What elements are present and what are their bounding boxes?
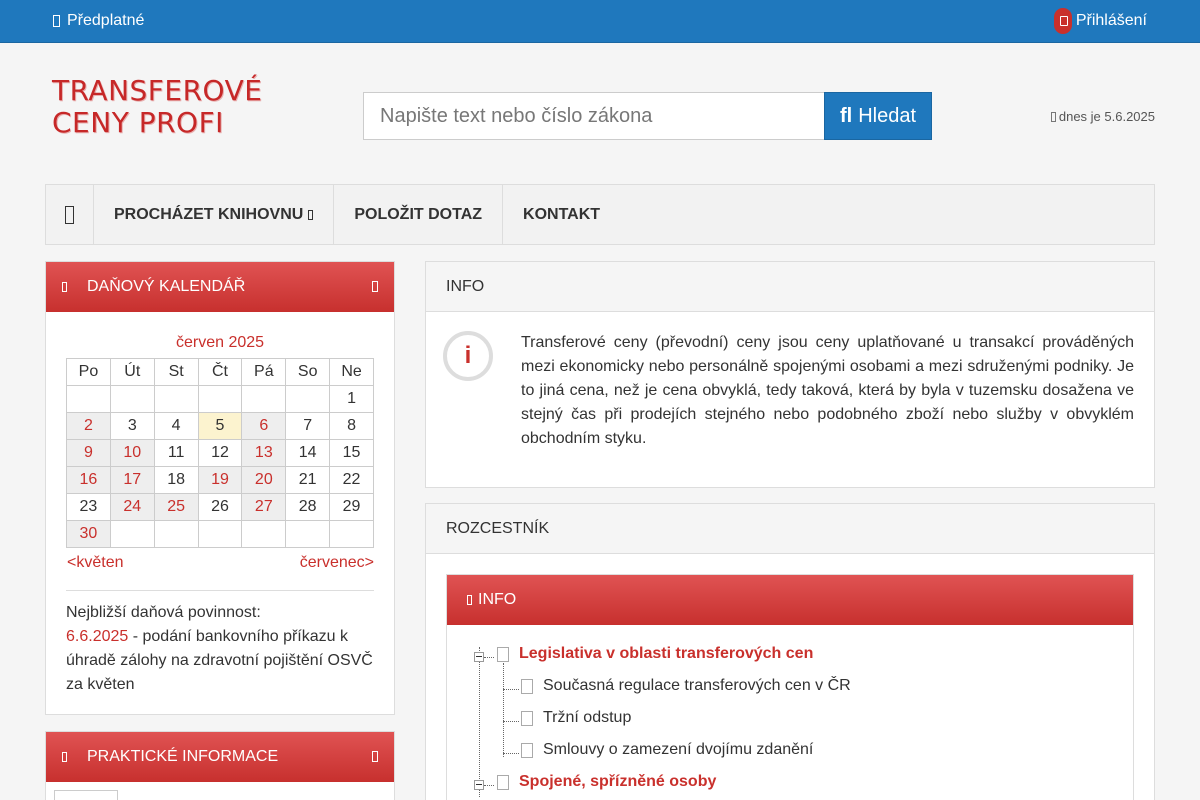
tree-line bbox=[484, 657, 494, 658]
tree-node-label: Legislativa v oblasti transferových cen bbox=[519, 645, 814, 662]
rozcestnik-tree-box bbox=[446, 574, 1134, 800]
document-icon bbox=[521, 743, 533, 758]
calendar-day: 28 bbox=[286, 494, 330, 521]
deadline-date[interactable]: 6.6.2025 bbox=[66, 628, 129, 645]
nav-item-label: KONTAKT bbox=[523, 205, 601, 223]
tree-node-label: Tržní odstup bbox=[543, 709, 632, 726]
weekday-header: Pá bbox=[242, 359, 286, 386]
next-month-link[interactable]: červenec> bbox=[299, 554, 374, 571]
rozcestnik-panel-header: ROZCESTNÍK bbox=[426, 504, 1154, 554]
info-panel-header: INFO bbox=[426, 262, 1154, 312]
current-date bbox=[1051, 109, 1155, 124]
calendar-empty bbox=[198, 521, 242, 548]
tree-line bbox=[484, 785, 494, 786]
calendar-month: červen 2025 bbox=[175, 334, 265, 351]
tree-line bbox=[503, 689, 519, 690]
calendar-day: 22 bbox=[330, 467, 374, 494]
calendar-deadline-day[interactable]: 27 bbox=[242, 494, 286, 521]
collapse-icon[interactable] bbox=[474, 780, 484, 790]
calendar-day: 12 bbox=[198, 440, 242, 467]
info-text: Transferové ceny (převodní) ceny jsou ceny uplatňované u transakcí prováděných mezi ekonomicky nebo personálně spojenými osobami a mezi sdruženými podniky. Je to jiná cena, než je cena obvyklá, tedy taková, která by byla v tuzemsku dosažena ve stejný čas při prodejích stejného nebo podobného zboží nebo služby v obvyklém obchodním styku. bbox=[521, 334, 1134, 447]
logo-line-1: TRANSFEROVÉ bbox=[52, 74, 263, 107]
nav-item-label: POLOŽIT DOTAZ bbox=[354, 205, 483, 223]
calendar-deadline-day[interactable]: 9 bbox=[67, 440, 111, 467]
calendar-table bbox=[66, 358, 374, 548]
login-link[interactable] bbox=[1054, 8, 1147, 34]
calendar-day: 11 bbox=[154, 440, 198, 467]
collapse-icon[interactable] bbox=[474, 652, 484, 662]
calendar-deadline-day[interactable]: 17 bbox=[110, 467, 154, 494]
home-icon bbox=[65, 206, 74, 224]
main-nav bbox=[45, 184, 1155, 245]
chevron-icon bbox=[372, 751, 378, 762]
tree-node-related-parties[interactable] bbox=[497, 773, 716, 791]
panel-title: DAŇOVÝ KALENDÁŘ bbox=[87, 278, 246, 295]
tree-node-label: Současná regulace transferových cen v ČR bbox=[543, 677, 851, 694]
info-panel bbox=[425, 261, 1155, 488]
calendar-deadline-day[interactable]: 2 bbox=[67, 413, 111, 440]
nav-item-library[interactable] bbox=[94, 185, 334, 244]
calendar-empty bbox=[286, 521, 330, 548]
calendar-empty bbox=[110, 386, 154, 413]
calendar-deadline-day[interactable]: 16 bbox=[67, 467, 111, 494]
subscription-label: Předplatné bbox=[67, 12, 145, 29]
calendar-empty bbox=[242, 386, 286, 413]
panel-title: PRAKTICKÉ INFORMACE bbox=[87, 748, 279, 765]
calendar-nav bbox=[67, 554, 374, 572]
calendar-deadline-day[interactable]: 13 bbox=[242, 440, 286, 467]
calendar-day: 7 bbox=[286, 413, 330, 440]
calendar-day: 29 bbox=[330, 494, 374, 521]
info-circle-icon: i bbox=[443, 331, 493, 381]
calendar-empty bbox=[330, 521, 374, 548]
calendar-day: 8 bbox=[330, 413, 374, 440]
document-icon bbox=[497, 647, 509, 662]
calendar-day: 4 bbox=[154, 413, 198, 440]
home-button[interactable] bbox=[46, 185, 94, 244]
calendar-empty bbox=[286, 386, 330, 413]
calendar-deadline-day[interactable]: 30 bbox=[67, 521, 111, 548]
calendar-empty bbox=[154, 521, 198, 548]
document-icon bbox=[521, 679, 533, 694]
calendar-day: 21 bbox=[286, 467, 330, 494]
calendar-deadline-day[interactable]: 19 bbox=[198, 467, 242, 494]
divider bbox=[66, 590, 374, 591]
nav-item-label: PROCHÁZET KNIHOVNU bbox=[114, 205, 304, 223]
calendar-day: 14 bbox=[286, 440, 330, 467]
tab-stub[interactable] bbox=[54, 790, 118, 800]
next-tax-duty bbox=[66, 601, 374, 697]
calendar-day: 15 bbox=[330, 440, 374, 467]
calendar-deadline-day[interactable]: 25 bbox=[154, 494, 198, 521]
tree-node-label: Smlouvy o zamezení dvojímu zdanění bbox=[543, 741, 814, 758]
lock-icon bbox=[1054, 8, 1072, 34]
tree-line bbox=[503, 753, 519, 754]
calendar-empty bbox=[242, 521, 286, 548]
document-icon bbox=[521, 711, 533, 726]
calendar-deadline-day[interactable]: 24 bbox=[110, 494, 154, 521]
practical-info-panel bbox=[45, 731, 395, 800]
chevron-icon bbox=[372, 281, 378, 292]
weekday-header: St bbox=[154, 359, 198, 386]
top-bar bbox=[0, 0, 1200, 43]
info-icon bbox=[467, 595, 472, 605]
calendar-day: 1 bbox=[330, 386, 374, 413]
chevron-down-icon bbox=[308, 210, 313, 220]
weekday-header: Po bbox=[67, 359, 111, 386]
calendar-day: 18 bbox=[154, 467, 198, 494]
weekday-header: Ne bbox=[330, 359, 374, 386]
tree-node-label: Spojené, spřízněné osoby bbox=[519, 773, 717, 790]
deadline-text: - podání bankovního příkazu k úhradě zálohy na zdravotní pojištění OSVČ za květen bbox=[66, 628, 373, 693]
calendar-deadline-day[interactable]: 20 bbox=[242, 467, 286, 494]
calendar-day: 26 bbox=[198, 494, 242, 521]
nav-item-ask[interactable] bbox=[334, 185, 503, 244]
calendar-empty bbox=[67, 386, 111, 413]
calendar-day: 23 bbox=[67, 494, 111, 521]
tree-line bbox=[503, 663, 504, 757]
date-text: dnes je 5.6.2025 bbox=[1058, 109, 1155, 124]
subscription-icon bbox=[53, 15, 60, 27]
weekday-header: Út bbox=[110, 359, 154, 386]
calendar-icon bbox=[62, 282, 67, 292]
search-form bbox=[363, 92, 932, 140]
tree-node-arms-length[interactable] bbox=[521, 709, 631, 727]
subscription-link[interactable] bbox=[53, 12, 144, 30]
calendar-deadline-day[interactable]: 10 bbox=[110, 440, 154, 467]
tree-node-current-regulation[interactable] bbox=[521, 677, 851, 695]
info-icon bbox=[62, 752, 67, 762]
calendar-empty bbox=[110, 521, 154, 548]
logo-line-2: CENY PROFI bbox=[52, 106, 224, 139]
practical-info-header[interactable] bbox=[46, 732, 394, 782]
calendar-day: 3 bbox=[110, 413, 154, 440]
search-icon: fl bbox=[839, 104, 853, 127]
site-logo[interactable] bbox=[52, 75, 282, 139]
tree-line bbox=[503, 721, 519, 722]
tree-line bbox=[479, 647, 480, 797]
deadline-label: Nejbližší daňová povinnost: bbox=[66, 604, 261, 621]
calendar-today: 5 bbox=[198, 413, 242, 440]
document-icon bbox=[497, 775, 509, 790]
search-button-label: Hledat bbox=[858, 104, 917, 127]
tree-node-legislation[interactable] bbox=[497, 645, 813, 663]
weekday-header: So bbox=[286, 359, 330, 386]
search-button[interactable] bbox=[824, 92, 932, 140]
calendar-empty bbox=[198, 386, 242, 413]
rozcestnik-panel bbox=[425, 503, 1155, 800]
search-input[interactable] bbox=[363, 92, 824, 140]
tree-node-double-tax-treaties[interactable] bbox=[521, 741, 813, 759]
tax-calendar-header[interactable] bbox=[46, 262, 394, 312]
rozcestnik-info-title: INFO bbox=[478, 591, 517, 608]
calendar-icon bbox=[1051, 112, 1056, 122]
calendar-deadline-day[interactable]: 6 bbox=[242, 413, 286, 440]
prev-month-link[interactable]: <květen bbox=[67, 554, 124, 571]
login-label: Přihlášení bbox=[1075, 12, 1147, 29]
weekday-header: Čt bbox=[198, 359, 242, 386]
calendar-empty bbox=[154, 386, 198, 413]
rozcestnik-info-header[interactable] bbox=[447, 575, 1133, 625]
nav-item-contact[interactable] bbox=[503, 185, 620, 244]
tax-calendar-panel bbox=[45, 261, 395, 715]
